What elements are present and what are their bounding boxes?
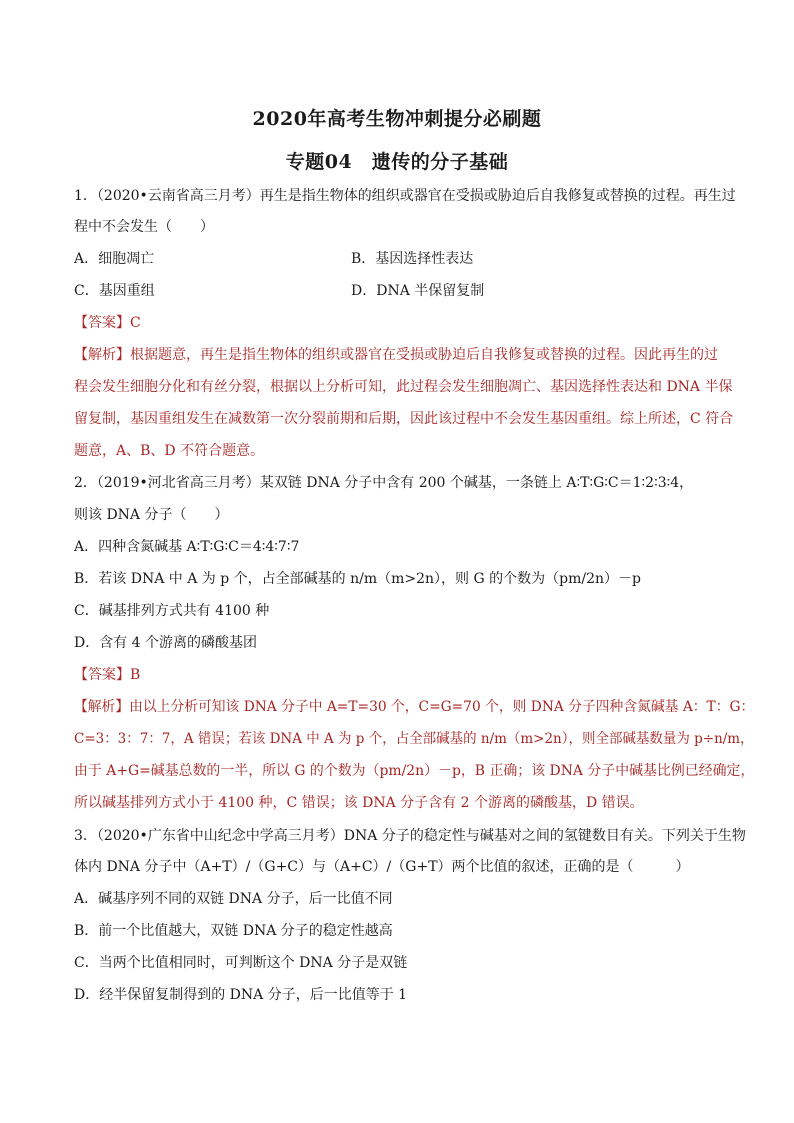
q3-option-d: D．经半保留复制得到的 DNA 分子，后一比值等于 1 (74, 987, 408, 1003)
q1-analysis-line4: 题意，A、B、D 不符合题意。 (74, 443, 265, 459)
q1-option-b: B．基因选择性表达 (351, 251, 474, 267)
q2-stem-line1: 2．（2019•河北省高三月考）某双链 DNA 分子中含有 200 个碱基，一条链上 A∶T∶G∶C＝1∶2∶3∶4， (74, 475, 694, 491)
q1-analysis-line2: 程会发生细胞分化和有丝分裂，根据以上分析可知，此过程会发生细胞凋亡、基因选择性表达和 DNA 半保 (74, 379, 733, 395)
page-subtitle: 专题04 遗传的分子基础 (285, 151, 509, 173)
q1-analysis-text1: 根据题意，再生是指生物体的组织或器官在受损或胁迫后自我修复或替换的过程。因此再生的过 (130, 347, 718, 363)
q2-analysis-line3: 由于 A+G=碱基总数的一半，所以 G 的个数为（pm/2n）－p，B 正确；该 DNA 分子中碱基比例已经确定， (74, 763, 755, 779)
q1-answer-tag: 【答案】 (74, 315, 130, 331)
q2-option-c: C．碱基排列方式共有 4100 种 (74, 603, 270, 619)
q2-option-d: D．含有 4 个游离的磷酸基团 (74, 635, 258, 651)
q2-analysis-line4: 所以碱基排列方式小于 4100 种，C 错误；该 DNA 分子含有 2 个游离的磷酸基，D 错误。 (74, 795, 644, 811)
q1-stem-line2: 程中不会发生（ ） (74, 219, 214, 235)
q1-analysis-line1 (74, 345, 718, 365)
q2-analysis-text1: 由以上分析可知该 DNA 分子中 A=T=30 个，C=G=70 个，则 DNA 分子四种含氮碱基 A：T：G： (129, 699, 755, 715)
q1-answer-value: C (130, 315, 141, 331)
q3-stem-line1: 3．（2020•广东省中山纪念中学高三月考）DNA 分子的稳定性与碱基对之间的氢键数目有关。下列关于生物 (74, 828, 746, 844)
q2-analysis-line1 (74, 697, 754, 717)
q1-option-a: A．细胞凋亡 (74, 251, 155, 267)
q2-answer-value: B (130, 667, 141, 683)
q2-answer (74, 665, 140, 685)
q1-stem-line1: 1．（2020•云南省高三月考）再生是指生物体的组织或器官在受损或胁迫后自我修复或替换的过程。再生过 (74, 188, 736, 204)
q1-analysis-line3: 留复制，基因重组发生在减数第一次分裂前期和后期，因此该过程中不会发生基因重组。综上所述，C 符合 (74, 411, 734, 427)
q2-analysis-tag: 【解析】 (74, 699, 130, 715)
q1-analysis-tag: 【解析】 (74, 347, 130, 363)
page-title: 2020年高考生物冲刺提分必刷题 (252, 108, 542, 130)
q2-analysis-line2: C=3：3：7：7，A 错误；若该 DNA 中 A 为 p 个，占全部碱基的 n/m（m>2n），则全部碱基数量为 p÷n/m， (74, 731, 754, 747)
q3-stem-line2: 体内 DNA 分子中（A+T）/（G+C）与（A+C）/（G+T）两个比值的叙述，正确的是（ ） (74, 859, 690, 875)
q1-answer (74, 313, 141, 333)
q2-answer-tag: 【答案】 (74, 667, 130, 683)
q2-option-a: A．四种含氮碱基 A∶T∶G∶C＝4∶4∶7∶7 (74, 539, 300, 555)
q2-option-b: B．若该 DNA 中 A 为 p 个，占全部碱基的 n/m（m>2n），则 G 的个数为（pm/2n）－p (74, 571, 641, 587)
q1-option-d: D．DNA 半保留复制 (351, 283, 485, 299)
q3-option-b: B．前一个比值越大，双链 DNA 分子的稳定性越高 (74, 923, 393, 939)
q3-option-c: C．当两个比值相同时，可判断这个 DNA 分子是双链 (74, 955, 408, 971)
q2-stem-line2: 则该 DNA 分子（ ） (74, 507, 229, 523)
q1-option-c: C．基因重组 (74, 283, 155, 299)
q3-option-a: A．碱基序列不同的双链 DNA 分子，后一比值不同 (74, 891, 393, 907)
